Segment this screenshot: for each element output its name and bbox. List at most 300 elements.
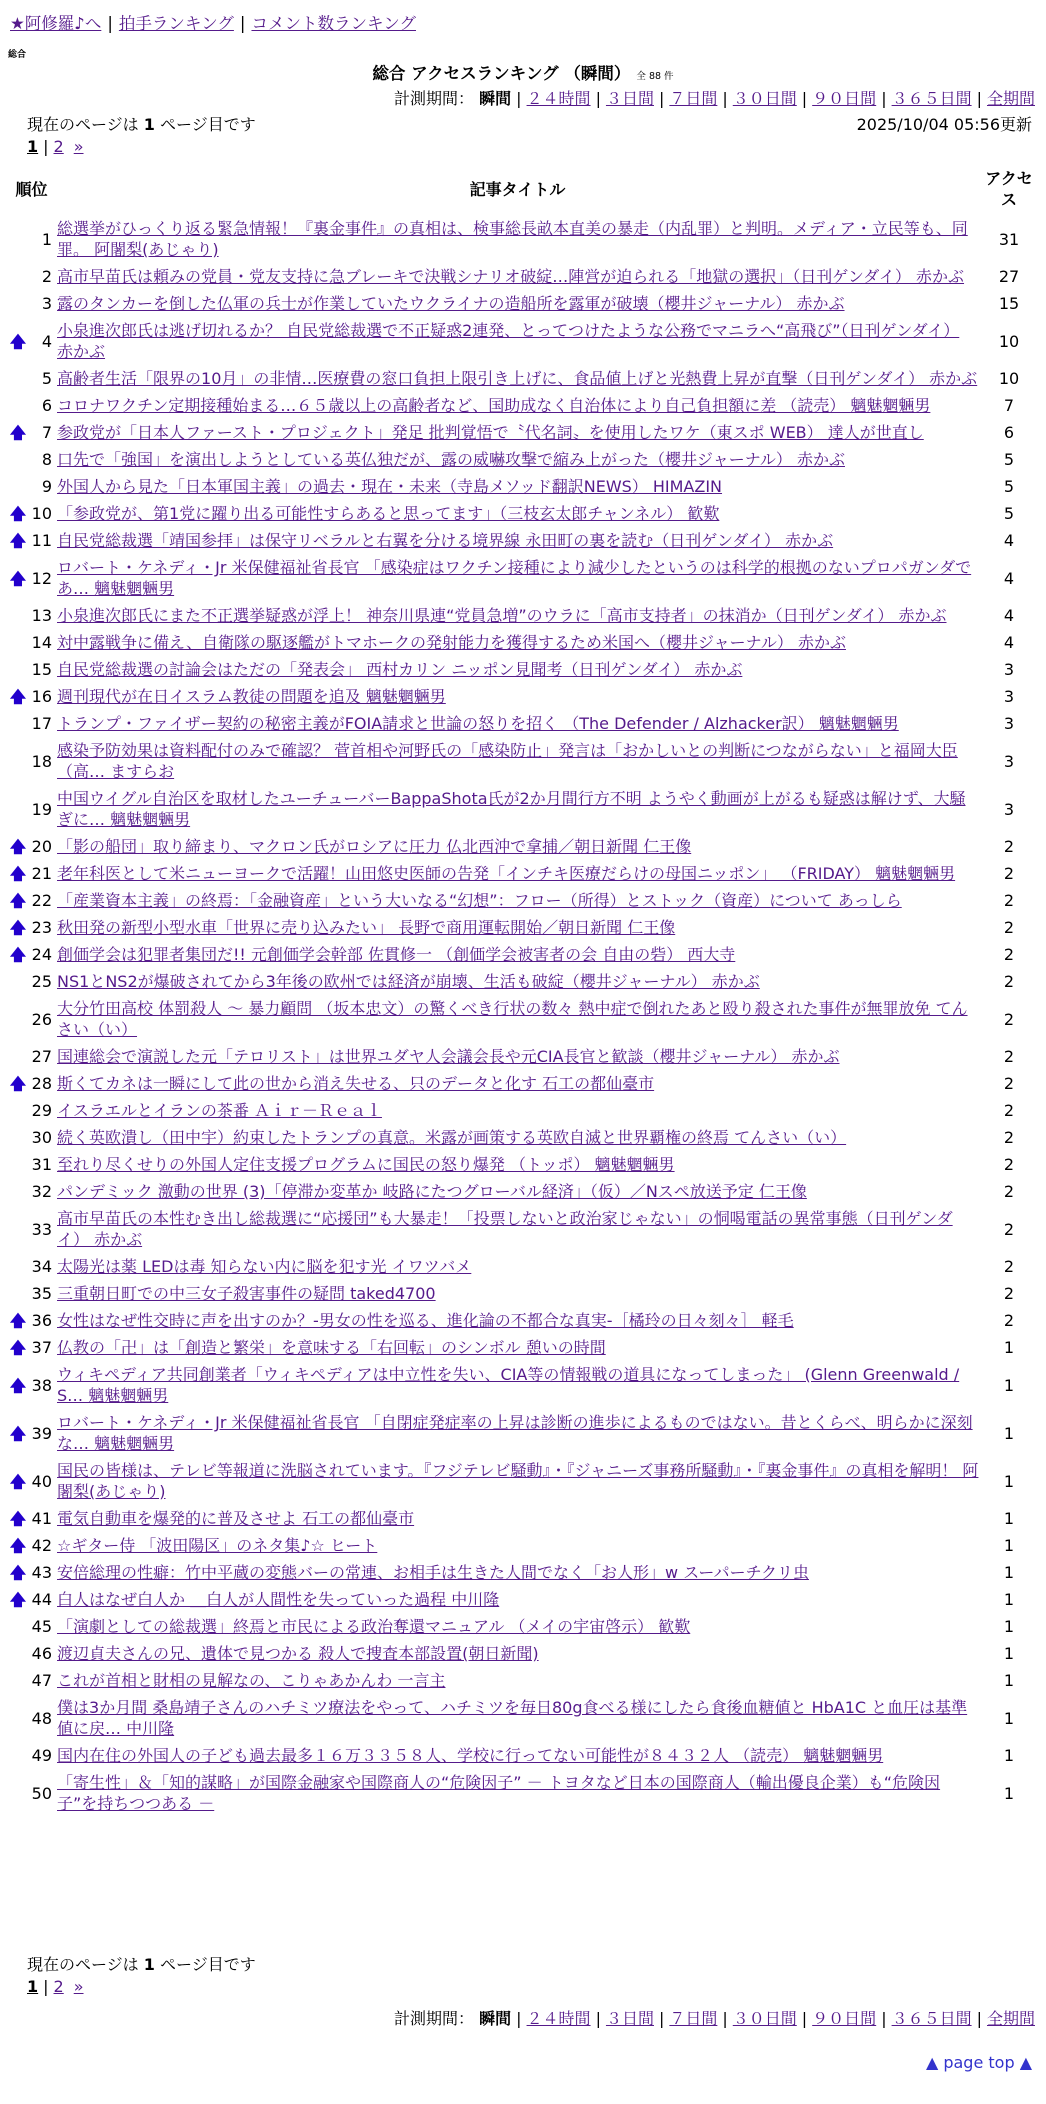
rank-change-cell <box>8 1178 28 1205</box>
article-title-cell <box>55 785 980 833</box>
rank-number: 49 <box>31 1746 53 1765</box>
access-count: 2 <box>1003 1009 1015 1029</box>
article-title-link[interactable]: 高齢者生活「限界の10月」の非情…医療費の窓口負担上限引き上げに、食品値上げと光熱費上昇が直撃（日刊ゲンダイ） 赤かぶ <box>57 369 978 388</box>
rank-number: 29 <box>31 1101 53 1120</box>
rank-change-cell <box>8 1742 28 1769</box>
article-title-link[interactable]: 斯くてカネは一瞬にして此の世から消え失せる、只のデータと化す 石工の都仙臺市 <box>57 1074 655 1093</box>
article-title-cell <box>55 419 980 446</box>
article-title-link[interactable]: NS1とNS2が爆破されてから3年後の欧州では経済が崩壊、生活も破綻（櫻井ジャーナル） 赤かぶ <box>57 972 760 991</box>
link-applause-ranking[interactable]: 拍手ランキング <box>118 14 234 33</box>
table-row <box>8 1307 1038 1334</box>
article-title-link[interactable]: 「産業資本主義」の終焉：「金融資産」という大いなる“幻想”：フロー（所得）とストック（資産）について あっしら <box>57 891 902 910</box>
rank-number: 3 <box>41 294 53 313</box>
pager-next[interactable]: » <box>73 1977 84 1996</box>
ranking-body <box>8 215 1038 1817</box>
article-title-link[interactable]: 国民の皆様は、テレビ等報道に洗脳されています。『フジテレビ騒動』・『ジャニーズ事務所騒動』・『裏金事件』の真相を解明！ 阿闍梨(あじゃり) <box>57 1461 979 1501</box>
table-row <box>8 1640 1038 1667</box>
table-row <box>8 941 1038 968</box>
article-title-cell <box>55 1640 980 1667</box>
category-tag: 総合 <box>8 50 27 60</box>
article-title-link[interactable]: ロバート・ケネディ・Jr 米保健福祉省長官 「自閉症発症率の上昇は診断の進歩によるものではない。昔とくらべ、明らかに深刻な… 魑魅魍魎男 <box>57 1413 973 1453</box>
rank-up-icon: 🡅 <box>9 1590 27 1609</box>
table-row <box>8 1361 1038 1409</box>
article-title-link[interactable]: 対中露戦争に備え、自衛隊の駆逐艦がトマホークの発射能力を獲得するため米国へ（櫻井ジャーナル） 赤かぶ <box>57 633 846 652</box>
rank-up-icon: 🡅 <box>9 1563 27 1582</box>
period-90d[interactable]: ９０日間 <box>812 89 877 108</box>
article-title-link[interactable]: 「寄生性」＆「知的謀略」が国際金融家や国際商人の“危険因子” － トヨタなど日本の国際商人（輸出優良企業）も“危険因子”を持ちつつある － <box>57 1773 941 1813</box>
access-count: 5 <box>1003 450 1015 469</box>
article-title-link[interactable]: 大分竹田高校 体罰殺人 ～ 暴力顧問 （坂本忠文）の驚くべき行状の数々 熱中症で倒れたあと殴り殺された事件が無罪放免 てんさい（い） <box>57 999 968 1039</box>
article-title-link[interactable]: 中国ウイグル自治区を取材したユーチューバーBappaShota氏が2か月間行方不明 ようやく動画が上がるも疑惑は解けず、大騒ぎに… 魑魅魍魎男 <box>57 789 966 829</box>
rank-change-cell <box>8 1043 28 1070</box>
article-title-cell <box>55 887 980 914</box>
article-title-cell <box>55 683 980 710</box>
rank-change-cell <box>8 365 28 392</box>
article-title-link[interactable]: 総選挙がひっくり返る緊急情報！『裏金事件』の真相は、検事総長畝本直美の暴走（内乱罪）と判明。メディア・立民等も、同罪。 阿闍梨(あじゃり) <box>57 219 968 259</box>
article-title-cell <box>55 392 980 419</box>
article-title-cell <box>55 1742 980 1769</box>
article-title-cell <box>55 1769 980 1817</box>
article-title-link[interactable]: 安倍総理の性癖：竹中平蔵の変態バーの常連、お相手は生きた人間でなく「お人形」w スーパーチクリ虫 <box>57 1563 809 1582</box>
rank-change-cell <box>8 1532 28 1559</box>
article-title-link[interactable]: 小泉進次郎氏は逃げ切れるか？ 自民党総裁選で不正疑惑2連発、とってつけたような公務でマニラへ“高飛び”（日刊ゲンダイ） 赤かぶ <box>57 321 960 361</box>
table-header-row <box>8 163 1038 215</box>
article-title-cell <box>55 1178 980 1205</box>
access-count: 2 <box>1003 972 1015 991</box>
article-title-link[interactable]: 老年科医として米ニューヨークで活躍！山田悠史医師の告発「インチキ医療だらけの母国ニッポン」 （FRIDAY） 魑魅魍魎男 <box>57 864 956 883</box>
article-title-link[interactable]: 外国人から見た「日本軍国主義」の過去・現在・未来（寺島メソッド翻訳NEWS） HIMAZIN <box>57 477 723 496</box>
access-count: 1 <box>1003 1338 1015 1357</box>
rank-up-icon: 🡅 <box>9 531 27 550</box>
table-row <box>8 683 1038 710</box>
period-7d[interactable]: ７日間 <box>669 89 718 108</box>
article-title-cell <box>55 1361 980 1409</box>
article-title-link[interactable]: 高市早苗氏の本性むき出し総裁選に“応援団”も大暴走！「投票しないと政治家じゃない」の恫喝電話の異常事態（日刊ゲンダイ） 赤かぶ <box>57 1209 953 1249</box>
period-24h[interactable]: ２４時間 <box>526 89 591 108</box>
rank-change-cell <box>8 785 28 833</box>
access-count: 2 <box>1003 945 1015 964</box>
access-count: 2 <box>1003 864 1015 883</box>
rank-number: 38 <box>31 1375 53 1395</box>
article-title-cell <box>55 656 980 683</box>
rank-up-icon: 🡅 <box>9 568 27 588</box>
rank-up-icon: 🡅 <box>9 1536 27 1555</box>
article-title-cell <box>55 1280 980 1307</box>
table-row <box>8 1505 1038 1532</box>
rank-number: 45 <box>31 1617 53 1636</box>
article-title-cell <box>55 1505 980 1532</box>
period-24h[interactable]: ２４時間 <box>526 2009 591 2028</box>
table-row <box>8 527 1038 554</box>
rank-change-cell <box>8 446 28 473</box>
access-count: 2 <box>1003 891 1015 910</box>
article-title-link[interactable]: 渡辺貞夫さんの兄、遺体で見つかる 殺人で捜査本部設置(朝日新聞) <box>57 1644 539 1663</box>
pager-current: 1 <box>27 1977 39 1996</box>
article-title-link[interactable]: 自民党総裁選「靖国参拝」は保守リベラルと右翼を分ける境界線 永田町の裏を読む（日刊ゲンダイ） 赤かぶ <box>57 531 834 550</box>
rank-change-cell <box>8 1280 28 1307</box>
access-count: 3 <box>1003 751 1015 771</box>
article-title-link[interactable]: 小泉進次郎氏にまた不正選挙疑惑が浮上！ 神奈川県連“党員急増”のウラに「高市支持者」の抹消か（日刊ゲンダイ） 赤かぶ <box>57 606 947 625</box>
article-title-link[interactable]: ウィキペディア共同創業者「ウィキペディアは中立性を失い、CIA等の情報戦の道具になってしまった」 (Glenn Greenwald / S… 魑魅魍魎男 <box>57 1365 960 1405</box>
access-count: 2 <box>1003 1155 1015 1174</box>
article-title-link[interactable]: 女性はなぜ性交時に声を出すのか？-男女の性を巡る、進化論の不都合な真実-［橘玲の日々刻々］ 軽毛 <box>57 1311 794 1330</box>
article-title-cell <box>55 365 980 392</box>
rank-number: 35 <box>31 1284 53 1303</box>
link-asyura-home[interactable]: ★阿修羅♪へ <box>10 14 102 33</box>
period-3d[interactable]: ３日間 <box>605 89 654 108</box>
rank-number: 43 <box>31 1563 53 1582</box>
article-title-link[interactable]: 自民党総裁選の討論会はただの「発表会」 西村カリン ニッポン見聞考（日刊ゲンダイ） 赤かぶ <box>57 660 743 679</box>
article-title-link[interactable]: トランプ・ファイザー契約の秘密主義がFOIA請求と世論の怒りを招く （The Defender / Alzhacker訳） 魑魅魍魎男 <box>57 714 899 733</box>
article-title-link[interactable]: 至れり尽くせりの外国人定住支援プログラムに国民の怒り爆発 （トッポ） 魑魅魍魎男 <box>57 1155 675 1174</box>
rank-up-icon: 🡅 <box>9 331 27 351</box>
rank-up-icon: 🡅 <box>9 687 27 706</box>
rank-change-cell <box>8 995 28 1043</box>
rank-change-cell <box>8 1361 28 1409</box>
access-count: 4 <box>1003 531 1015 550</box>
article-title-cell <box>55 833 980 860</box>
access-count: 7 <box>1003 396 1015 415</box>
table-row <box>8 1043 1038 1070</box>
article-title-cell <box>55 1586 980 1613</box>
article-title-cell <box>55 1253 980 1280</box>
access-count: 1 <box>1003 1671 1015 1690</box>
rank-change-cell <box>8 914 28 941</box>
table-row <box>8 317 1038 365</box>
access-count: 6 <box>1003 423 1015 442</box>
rank-change-cell <box>8 554 28 602</box>
table-row <box>8 473 1038 500</box>
article-title-link[interactable]: 国連総会で演説した元「テロリスト」は世界ユダヤ人会議会長や元CIA長官と歓談（櫻井ジャーナル） 赤かぶ <box>57 1047 840 1066</box>
rank-change-cell <box>8 392 28 419</box>
access-count: 2 <box>1003 837 1015 856</box>
period-365d[interactable]: ３６５日間 <box>891 89 972 108</box>
access-count: 1 <box>1003 1783 1015 1803</box>
period-selector-top: 計測期間： 瞬間 | ２４時間 | ３日間 | ７日間 | ３０日間 | ９０日間 | ３６５日間 | 全期間 <box>394 89 1035 108</box>
article-title-cell <box>55 1667 980 1694</box>
rank-number: 24 <box>31 945 53 964</box>
rank-number: 6 <box>41 396 53 415</box>
period-current: 瞬間 <box>479 89 512 108</box>
page-title <box>0 60 1046 84</box>
rank-change-cell <box>8 1151 28 1178</box>
rank-number: 41 <box>31 1509 53 1528</box>
rank-change-cell <box>8 941 28 968</box>
table-row <box>8 602 1038 629</box>
col-header-title: 記事タイトル <box>469 179 566 199</box>
article-title-cell <box>55 941 980 968</box>
article-title-link[interactable]: これが首相と財相の見解なの、こりゃあかんわ 一言主 <box>57 1671 446 1690</box>
page-info-bottom: 現在のページは 1 ページ目です <box>27 1955 256 1974</box>
rank-change-cell <box>8 656 28 683</box>
rank-change-cell <box>8 473 28 500</box>
table-row <box>8 1124 1038 1151</box>
article-title-link[interactable]: 三重朝日町での中三女子殺害事件の疑問 taked4700 <box>57 1284 436 1303</box>
rank-up-icon: 🡅 <box>9 1375 27 1395</box>
rank-number: 10 <box>31 504 53 523</box>
col-header-rank: 順位 <box>15 179 48 199</box>
rank-change-cell <box>8 968 28 995</box>
table-row <box>8 1253 1038 1280</box>
article-title-cell <box>55 215 980 263</box>
rank-up-icon: 🡅 <box>9 945 27 964</box>
period-label: 計測期間： <box>394 89 475 108</box>
rank-number: 25 <box>31 972 53 991</box>
rank-change-cell <box>8 1613 28 1640</box>
article-title-cell <box>55 1559 980 1586</box>
rank-change-cell <box>8 1334 28 1361</box>
article-title-link[interactable]: 続く英欧潰し（田中宇）約束したトランプの真意。米露が画策する英欧自滅と世界覇権の終焉 てんさい（い） <box>57 1128 847 1147</box>
article-title-cell <box>55 1124 980 1151</box>
article-title-link[interactable]: 週刊現代が在日イスラム教徒の問題を追及 魑魅魍魎男 <box>57 687 446 706</box>
access-count: 3 <box>1003 714 1015 733</box>
rank-change-cell <box>8 1205 28 1253</box>
table-row <box>8 833 1038 860</box>
article-title-link[interactable]: イスラエルとイランの茶番 Ａｉｒ－Ｒｅａｌ <box>57 1101 382 1120</box>
rank-change-cell <box>8 602 28 629</box>
total-count: 全 88 件 <box>636 71 674 82</box>
table-row <box>8 1205 1038 1253</box>
article-title-cell <box>55 1151 980 1178</box>
table-row <box>8 1070 1038 1097</box>
rank-change-cell <box>8 1505 28 1532</box>
access-count: 1 <box>1003 1746 1015 1765</box>
table-row <box>8 914 1038 941</box>
rank-change-cell <box>8 1253 28 1280</box>
link-comment-ranking[interactable]: コメント数ランキング <box>251 14 416 33</box>
article-title-link[interactable]: コロナワクチン定期接種始まる…６５歳以上の高齢者など、国助成なく自治体により自己負担額に差 （読売） 魑魅魍魎男 <box>57 396 931 415</box>
rank-number: 23 <box>31 918 53 937</box>
period-3d[interactable]: ３日間 <box>605 2009 654 2028</box>
article-title-cell <box>55 968 980 995</box>
article-title-cell <box>55 1334 980 1361</box>
rank-number: 16 <box>31 687 53 706</box>
access-count: 2 <box>1003 1219 1015 1239</box>
article-title-cell <box>55 1205 980 1253</box>
access-count: 4 <box>1003 568 1015 588</box>
page-info-top: 現在のページは 1 ページ目です <box>27 115 256 134</box>
table-row <box>8 1769 1038 1817</box>
article-title-link[interactable]: ロバート・ケネディ・Jr 米保健福祉省長官 「感染症はワクチン接種により減少したというのは科学的根拠のないプロパガンダであ… 魑魅魍魎男 <box>57 558 972 598</box>
rank-up-icon: 🡅 <box>9 423 27 442</box>
table-row <box>8 290 1038 317</box>
article-title-cell <box>55 629 980 656</box>
article-title-cell <box>55 737 980 785</box>
article-title-cell <box>55 1532 980 1559</box>
access-count: 3 <box>1003 660 1015 679</box>
period-label: 計測期間： <box>394 2009 475 2028</box>
access-count: 1 <box>1003 1708 1015 1728</box>
rank-change-cell <box>8 1640 28 1667</box>
updated-timestamp: 2025/10/04 05:56更新 <box>856 115 1032 134</box>
rank-number: 28 <box>31 1074 53 1093</box>
access-count: 3 <box>1003 687 1015 706</box>
article-title-link[interactable]: 秋田発の新型小型水車「世界に売り込みたい」 長野で商用運転開始／朝日新聞 仁王像 <box>57 918 676 937</box>
rank-number: 20 <box>31 837 53 856</box>
rank-number: 5 <box>41 369 53 388</box>
article-title-link[interactable]: 電気自動車を爆発的に普及させよ 石工の都仙臺市 <box>57 1509 415 1528</box>
rank-number: 48 <box>31 1708 53 1728</box>
access-count: 2 <box>1003 918 1015 937</box>
article-title-cell <box>55 317 980 365</box>
article-title-link[interactable]: 「影の船団」取り締まり、マクロン氏がロシアに圧力 仏北西沖で拿捕／朝日新聞 仁王像 <box>57 837 692 856</box>
table-row <box>8 1532 1038 1559</box>
access-count: 1 <box>1003 1644 1015 1663</box>
rank-number: 50 <box>31 1783 53 1803</box>
rank-up-icon: 🡅 <box>9 1311 27 1330</box>
table-row <box>8 1097 1038 1124</box>
period-all[interactable]: 全期間 <box>986 2009 1035 2028</box>
table-row <box>8 263 1038 290</box>
rank-number: 1 <box>41 229 53 249</box>
article-title-link[interactable]: 仏教の「卍」は「創造と繁栄」を意味する「右回転」のシンボル 憩いの時間 <box>57 1338 606 1357</box>
rank-change-cell <box>8 1070 28 1097</box>
nav-separator: | <box>107 14 113 33</box>
period-all[interactable]: 全期間 <box>986 89 1035 108</box>
rank-up-icon: 🡅 <box>9 1074 27 1093</box>
rank-number: 18 <box>31 751 53 771</box>
article-title-link[interactable]: 創価学会は犯罪者集団だ!! 元創価学会幹部 佐貫修一 （創価学会被害者の会 自由の砦） 西大寺 <box>57 945 736 964</box>
page-top-link-wrap <box>926 2053 1032 2072</box>
rank-change-cell <box>8 317 28 365</box>
article-title-link[interactable]: パンデミック 激動の世界 (3)「停滞か変革か 岐路にたつグローバル経済」（仮）／Nスペ放送予定 仁王像 <box>57 1182 807 1201</box>
rank-change-cell <box>8 1097 28 1124</box>
access-count: 4 <box>1003 606 1015 625</box>
rank-change-cell <box>8 629 28 656</box>
pager-page-2[interactable]: 2 <box>53 1977 64 1996</box>
access-count: 1 <box>1003 1375 1015 1395</box>
article-title-cell <box>55 473 980 500</box>
rank-change-cell <box>8 860 28 887</box>
period-30d[interactable]: ３０日間 <box>732 89 797 108</box>
table-row <box>8 1694 1038 1742</box>
article-title-link[interactable]: ☆ギター侍 「波田陽区」のネタ集♪☆ ヒート <box>57 1536 378 1555</box>
period-30d[interactable]: ３０日間 <box>732 2009 797 2028</box>
article-title-link[interactable]: 太陽光は薬 LEDは毒 知らない内に脳を犯す光 イワツバメ <box>57 1257 472 1276</box>
article-title-link[interactable]: 口先で「強国」を演出しようとしている英仏独だが、露の威嚇攻撃で縮み上がった（櫻井ジャーナル） 赤かぶ <box>57 450 845 469</box>
table-row <box>8 887 1038 914</box>
article-title-link[interactable]: 高市早苗氏は頼みの党員・党友支持に急ブレーキで決戦シナリオ破綻…陣営が迫られる「地獄の選択」（日刊ゲンダイ） 赤かぶ <box>57 267 965 286</box>
rank-number: 36 <box>31 1311 53 1330</box>
top-nav <box>10 10 416 34</box>
table-row <box>8 785 1038 833</box>
rank-change-cell <box>8 419 28 446</box>
pager-page-2[interactable]: 2 <box>53 137 64 156</box>
article-title-cell <box>55 527 980 554</box>
article-title-link[interactable]: 「演劇としての総裁選」終焉と市民による政治奪還マニュアル （メイの宇宙啓示） 歓歎 <box>57 1617 691 1636</box>
rank-number: 19 <box>31 799 53 819</box>
access-count: 1 <box>1003 1471 1015 1491</box>
article-title-cell <box>55 554 980 602</box>
article-title-link[interactable]: 感染予防効果は資料配付のみで確認？ 菅首相や河野氏の「感染防止」発言は「おかしいとの判断につながらない」と福岡大臣（高… ますらお <box>57 741 958 781</box>
rank-number: 42 <box>31 1536 53 1555</box>
article-title-link[interactable]: 「参政党が、第1党に躍り出る可能性すらあると思ってます」（三枝玄太郎チャンネル） 歓歎 <box>57 504 720 523</box>
rank-up-icon: 🡅 <box>9 1423 27 1443</box>
article-title-cell <box>55 860 980 887</box>
rank-change-cell <box>8 290 28 317</box>
rank-number: 13 <box>31 606 53 625</box>
rank-number: 46 <box>31 1644 53 1663</box>
rank-change-cell <box>8 887 28 914</box>
article-title-link[interactable]: 白人はなぜ白人か ＿白人が人間性を失っていった過程 中川隆 <box>57 1590 500 1609</box>
table-row <box>8 1613 1038 1640</box>
table-row <box>8 419 1038 446</box>
table-row <box>8 1334 1038 1361</box>
rank-number: 2 <box>41 267 53 286</box>
rank-number: 34 <box>31 1257 53 1276</box>
article-title-cell <box>55 1457 980 1505</box>
access-count: 1 <box>1003 1590 1015 1609</box>
article-title-cell <box>55 263 980 290</box>
access-count: 31 <box>998 229 1020 249</box>
rank-number: 40 <box>31 1471 53 1491</box>
access-count: 5 <box>1003 504 1015 523</box>
article-title-cell <box>55 1097 980 1124</box>
rank-up-icon: 🡅 <box>9 504 27 523</box>
access-count: 2 <box>1003 1074 1015 1093</box>
rank-number: 7 <box>41 423 53 442</box>
rank-change-cell <box>8 1457 28 1505</box>
article-title-cell <box>55 1070 980 1097</box>
table-row <box>8 860 1038 887</box>
period-7d[interactable]: ７日間 <box>669 2009 718 2028</box>
period-90d[interactable]: ９０日間 <box>812 2009 877 2028</box>
table-row <box>8 215 1038 263</box>
rank-number: 17 <box>31 714 53 733</box>
rank-change-cell <box>8 1124 28 1151</box>
access-count: 27 <box>998 267 1020 286</box>
article-title-link[interactable]: 参政党が「日本人ファースト・プロジェクト」発足 批判覚悟で〝代名詞〟を使用したワケ（東スポ WEB） 達人が世直し <box>57 423 924 442</box>
table-row <box>8 710 1038 737</box>
article-title-cell <box>55 446 980 473</box>
access-count: 10 <box>998 369 1020 388</box>
access-count: 2 <box>1003 1101 1015 1120</box>
rank-number: 8 <box>41 450 53 469</box>
rank-change-cell <box>8 215 28 263</box>
rank-number: 32 <box>31 1182 53 1201</box>
table-row <box>8 500 1038 527</box>
pager-current: 1 <box>27 137 39 156</box>
rank-number: 44 <box>31 1590 53 1609</box>
article-title-cell <box>55 995 980 1043</box>
rank-number: 11 <box>31 531 53 550</box>
rank-change-cell <box>8 683 28 710</box>
rank-number: 39 <box>31 1423 53 1443</box>
article-title-cell <box>55 500 980 527</box>
article-title-cell <box>55 710 980 737</box>
rank-up-icon: 🡅 <box>9 1471 27 1491</box>
rank-number: 21 <box>31 864 53 883</box>
article-title-link[interactable]: 露のタンカーを倒した仏軍の兵士が作業していたウクライナの造船所を露軍が破壊（櫻井ジャーナル） 赤かぶ <box>57 294 845 313</box>
pager-next[interactable]: » <box>73 137 84 156</box>
article-title-link[interactable]: 国内在住の外国人の子ども過去最多１６万３３５８人、学校に行ってない可能性が８４３２人 （読売） 魑魅魍魎男 <box>57 1746 884 1765</box>
table-row <box>8 365 1038 392</box>
period-selector-bottom: 計測期間： 瞬間 | ２４時間 | ３日間 | ７日間 | ３０日間 | ９０日間 | ３６５日間 | 全期間 <box>394 2009 1035 2028</box>
table-row <box>8 1409 1038 1457</box>
rank-number: 31 <box>31 1155 53 1174</box>
article-title-link[interactable]: 僕は3か月間 桑島靖子さんのハチミツ療法をやって、ハチミツを毎日80g食べる様にしたら食後血糖値と HbA1C と血圧は基準値に戻… 中川隆 <box>57 1698 968 1738</box>
pager-top: 1 | 2 » <box>27 137 84 156</box>
period-365d[interactable]: ３６５日間 <box>891 2009 972 2028</box>
rank-number: 27 <box>31 1047 53 1066</box>
article-title-cell <box>55 602 980 629</box>
access-count: 1 <box>1003 1423 1015 1443</box>
access-count: 2 <box>1003 1047 1015 1066</box>
access-count: 1 <box>1003 1536 1015 1555</box>
nav-separator: | <box>239 14 246 33</box>
access-count: 2 <box>1003 1284 1015 1303</box>
page-top-link[interactable]: ▲ page top ▲ <box>925 2053 1032 2072</box>
